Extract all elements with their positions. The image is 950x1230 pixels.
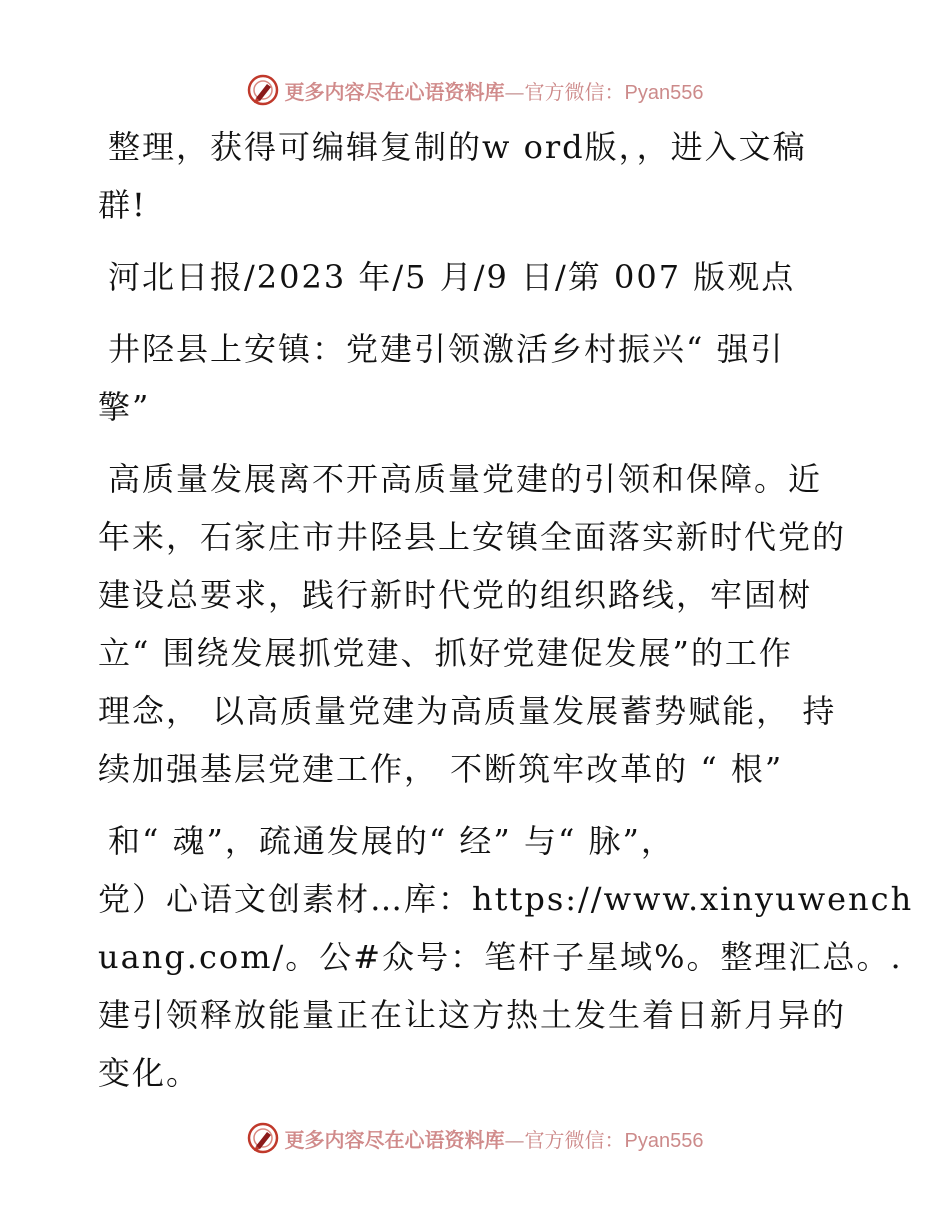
text-line: 变化。 [98, 1054, 201, 1092]
paragraph-body-1 [98, 450, 850, 798]
watermark-wechat-label: 官方微信： [524, 79, 625, 104]
text-line: 河北日报/2023 年/5 月/9 日/第 007 版观点 [108, 258, 796, 296]
watermark-wechat-id: Pyan556 [624, 81, 704, 104]
text-line: uang.com/。公#众号：笔杆子星域%。整理汇总。. [98, 938, 903, 976]
paragraph-source [98, 248, 850, 306]
text-line: 党）心语文创素材…库：https://www.xinyuwench [98, 880, 914, 918]
watermark-text [285, 76, 704, 105]
text-line: 建设总要求，践行新时代党的组织路线，牢固树 [98, 576, 813, 614]
text-line: 续加强基层党建工作， 不断筑牢改革的 “ 根” [98, 750, 784, 788]
pen-logo-icon [247, 1122, 279, 1154]
text-line: 擎” [98, 388, 151, 426]
watermark-separator: — [504, 1127, 525, 1152]
watermark-wechat-id: Pyan556 [624, 1129, 704, 1152]
paragraph-intro [98, 118, 850, 234]
text-line: 整理，获得可编辑复制的w ord版，，进入文稿 [108, 128, 807, 166]
article-title [98, 320, 850, 436]
text-line: 和“ 魂”，疏通发展的“ 经” 与“ 脉”， [108, 822, 675, 860]
text-line: 年来，石家庄市井陉县上安镇全面落实新时代党的 [98, 518, 847, 556]
text-line: 立“ 围绕发展抓党建、抓好党建促发展”的工作 [98, 634, 793, 672]
text-line: 井陉县上安镇：党建引领激活乡村振兴“ 强引 [108, 330, 785, 368]
pen-logo-icon [247, 74, 279, 106]
document-body [98, 118, 914, 1102]
footer-watermark [0, 1118, 950, 1158]
header-watermark [0, 70, 950, 110]
watermark-wechat-label: 官方微信： [524, 1127, 625, 1152]
text-line: 高质量发展离不开高质量党建的引领和保障。近 [108, 460, 823, 498]
watermark-site: 更多内容尽在心语资料库 [284, 1127, 505, 1152]
watermark-text [285, 1124, 704, 1153]
text-line: 建引领释放能量正在让这方热土发生着日新月异的 [98, 996, 847, 1034]
watermark-site: 更多内容尽在心语资料库 [284, 79, 505, 104]
watermark-separator: — [504, 79, 525, 104]
text-line: 理念， 以高质量党建为高质量发展蓄势赋能， 持 [98, 692, 837, 730]
paragraph-body-2 [98, 812, 914, 1102]
text-line: 群! [98, 186, 147, 224]
